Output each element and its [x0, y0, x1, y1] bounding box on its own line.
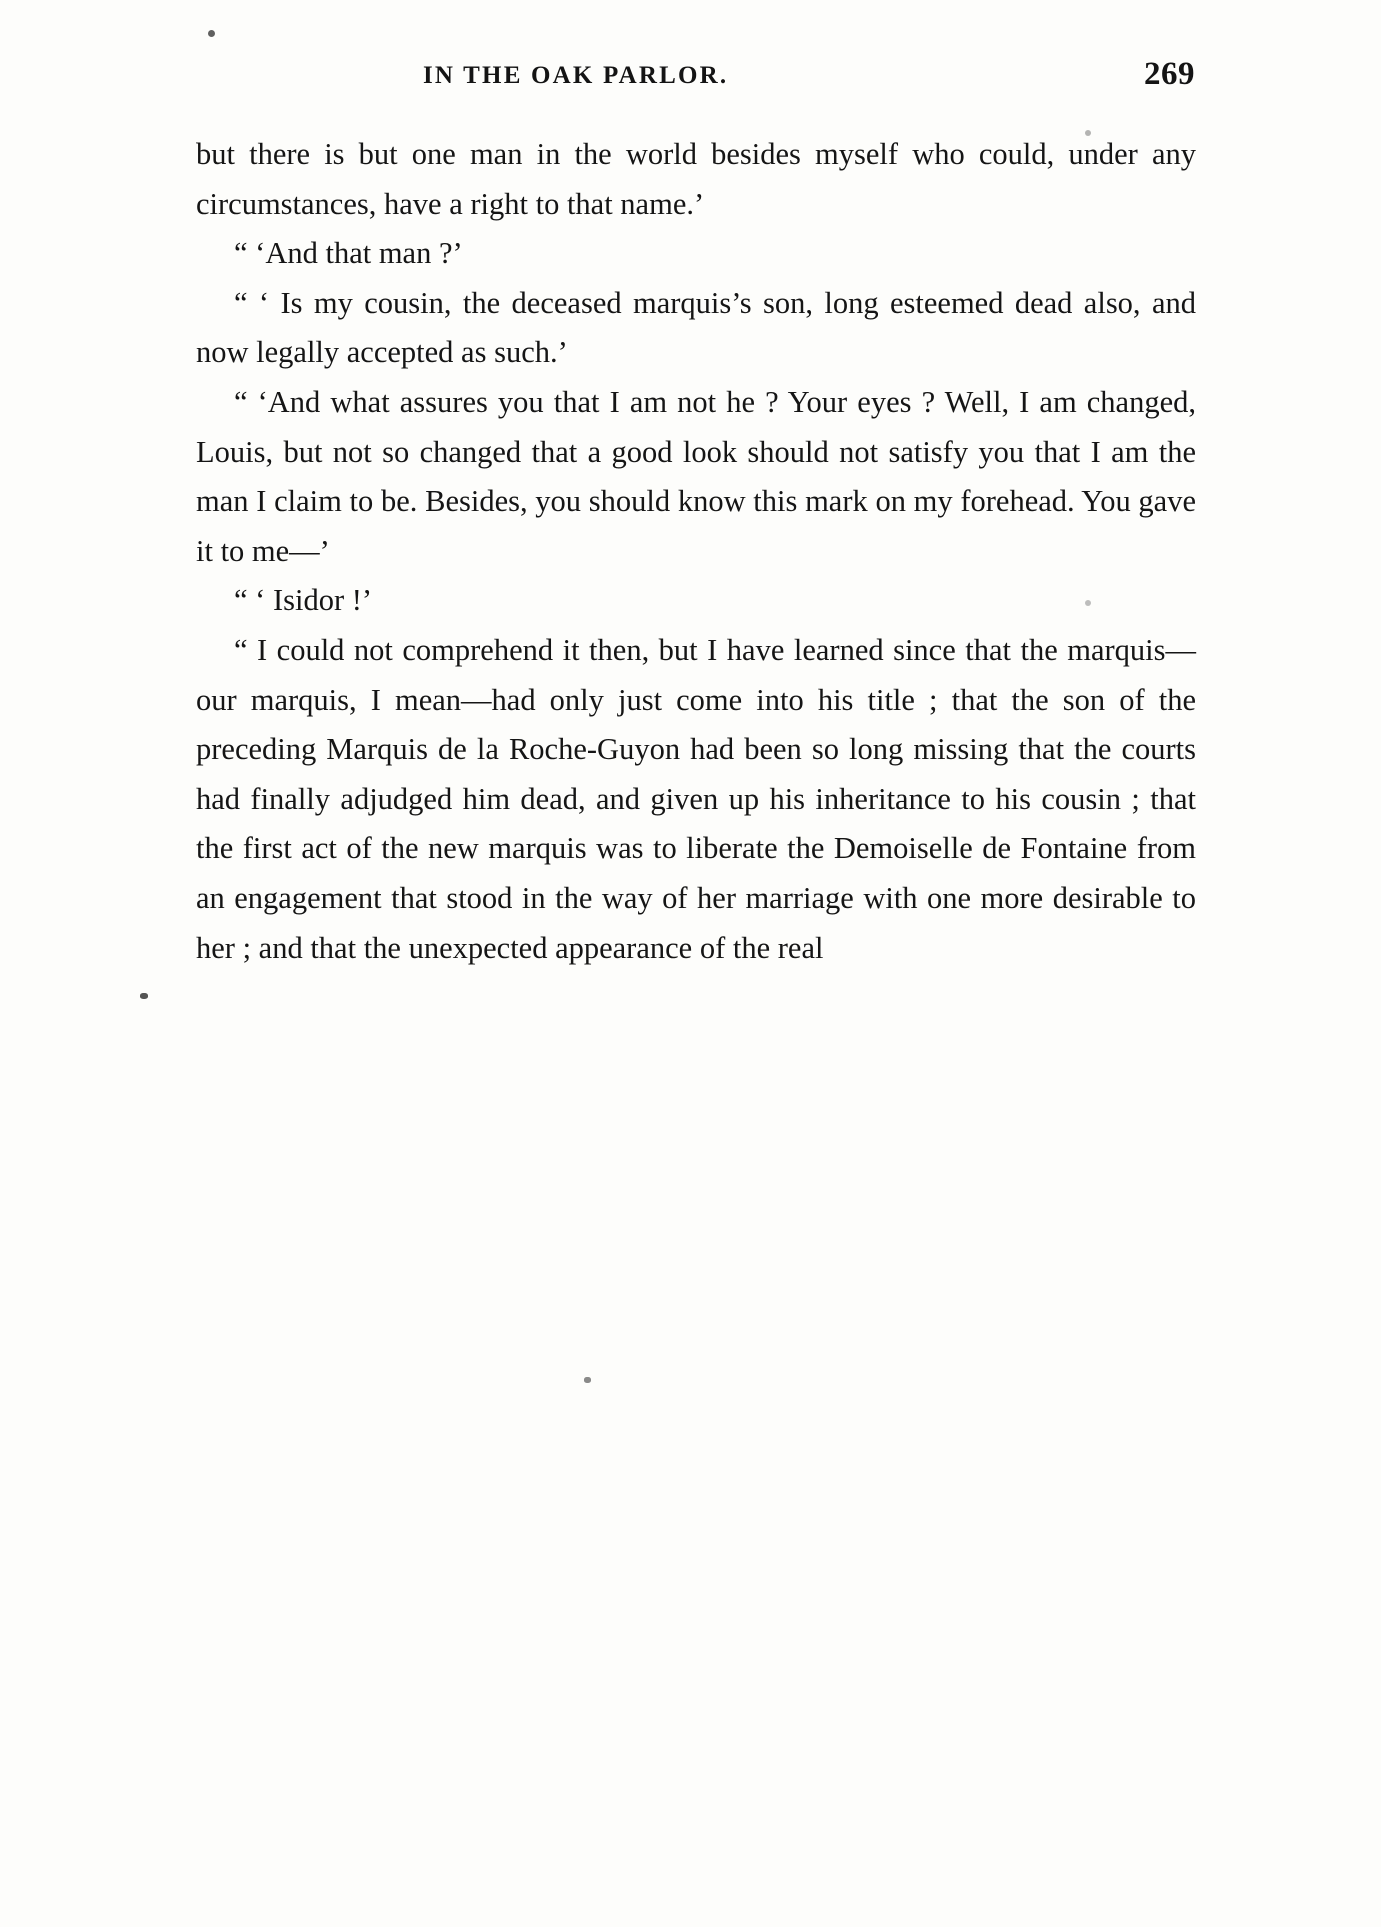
- ink-speck-bottom: [584, 1377, 591, 1383]
- paragraph: “ ‘ Isidor !’: [234, 583, 373, 618]
- paragraph: “ I could not comprehend it then, but I have learned since that the marquis—our marquis, I mean—had only just come into his title ; that the son of the preceding Marquis de la Roche-Guyon had been so long missing that the courts had finally adjudged him dead, and given up his inheritance to his cousin ; that the first act of the new marquis was to liberate the Demoiselle de Fontaine from an engagement that stood in the way of her marriage with one more desirable to her ; and that the unexpected appearance of the real: [196, 632, 1196, 965]
- paragraph: but there is but one man in the world besides myself who could, under any circumstances, have a right to that name.’: [196, 137, 1196, 221]
- running-head: IN THE OAK PARLOR.: [423, 62, 729, 89]
- paragraph: “ ‘And that man ?’: [234, 236, 463, 271]
- page-header: [195, 56, 1195, 96]
- page-number: 269: [1144, 56, 1195, 92]
- body-text: [196, 130, 1196, 973]
- ink-speck-left-margin: [140, 993, 148, 999]
- paragraph: “ ‘And what assures you that I am not he ? Your eyes ? Well, I am changed, Louis, but not so changed that a good look should not satisfy you that I am the man I claim to be. Besides, you should know this mark on my forehead. You gave it to me—’: [196, 384, 1196, 568]
- ink-speck-top-left: [208, 30, 215, 37]
- paragraph: “ ‘ Is my cousin, the deceased marquis’s son, long esteemed dead also, and now legally accepted as such.’: [196, 285, 1196, 370]
